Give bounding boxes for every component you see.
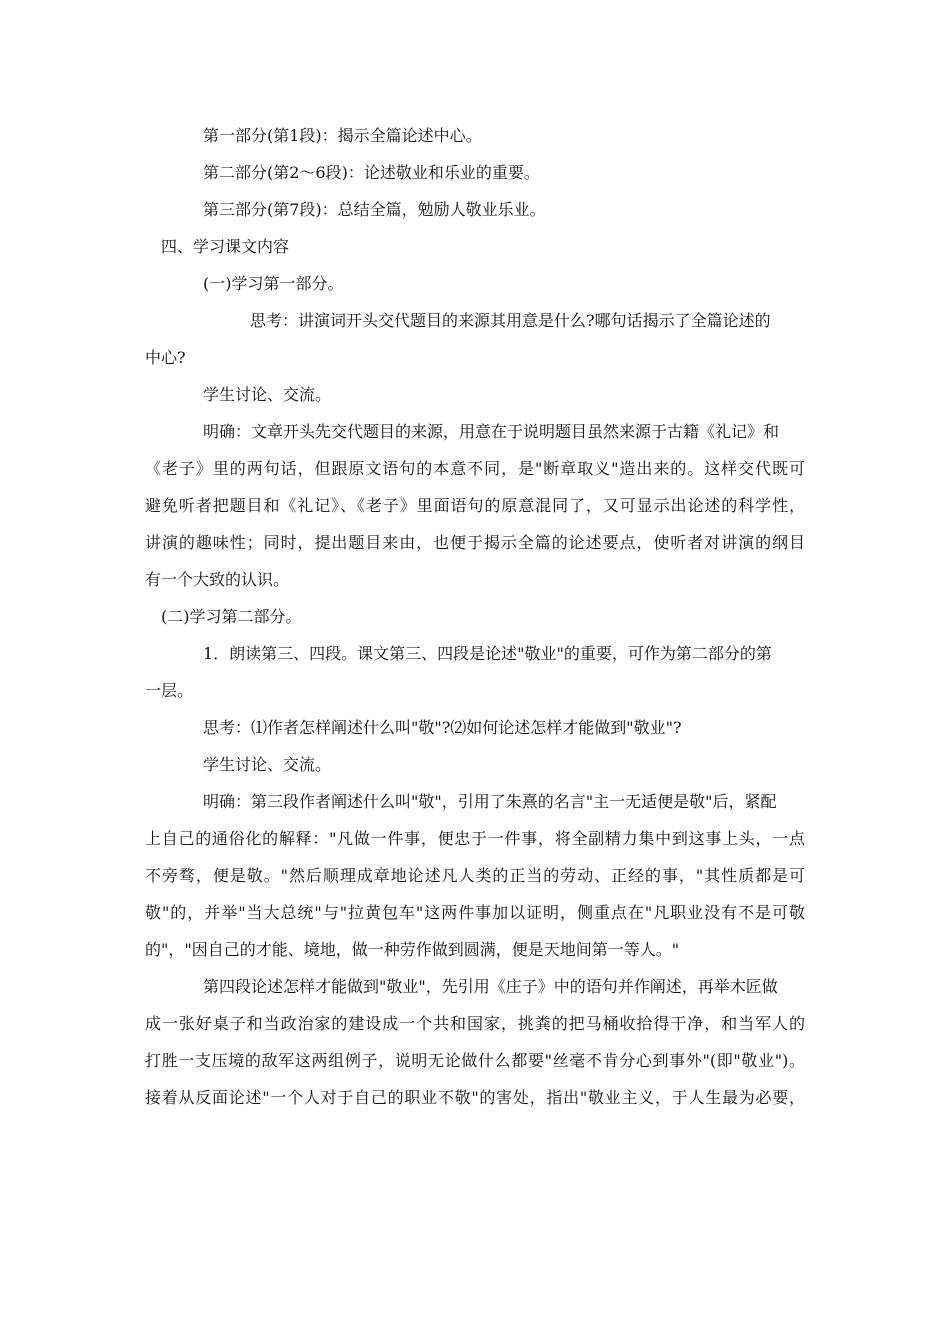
subsection-heading-2: (二)学习第二部分。 <box>161 607 302 626</box>
outline-part-3: 第三部分(第7段)：总结全篇，勉励人敬业乐业。 <box>203 200 546 219</box>
paragraph-line: 1．朗读第三、四段。课文第三、四段是论述"敬业"的重要，可作为第二部分的第 <box>203 644 772 663</box>
paragraph-line: 思考：⑴作者怎样阐述什么叫"敬"?⑵如何论述怎样才能做到"敬业"? <box>203 718 682 737</box>
paragraph-line: 学生讨论、交流。 <box>203 755 332 774</box>
paragraph-line: 《老子》里的两句话，但跟原文语句的本意不同，是"断章取义"造出来的。这样交代既可 <box>145 459 805 478</box>
paragraph-line: 不旁骛，便是敬。"然后顺理成章地论述凡人类的正当的劳动、正经的事，"其性质都是可 <box>145 866 805 885</box>
paragraph-line: 有一个大致的认识。 <box>145 570 290 589</box>
paragraph-line: 敬"的，并举"当大总统"与"拉黄包车"这两件事加以证明，侧重点在"凡职业没有不是可敬 <box>145 903 805 922</box>
paragraph-line: 的"，"因自己的才能、境地，做一种劳作做到圆满，便是天地间第一等人。" <box>145 940 680 959</box>
subsection-heading-1: (一)学习第一部分。 <box>203 274 344 293</box>
paragraph-line: 打胜一支压境的敌军这两组例子，说明无论做什么都要"丝毫不肯分心到事外"(即"敬业")。 <box>145 1051 805 1070</box>
paragraph-line: 明确：第三段作者阐述什么叫"敬"，引用了朱熹的名言"主一无适便是敬"后，紧配 <box>203 792 777 811</box>
paragraph-line: 上自己的通俗化的解释："凡做一件事，便忠于一件事，将全副精力集中到这事上头，一点 <box>145 829 805 848</box>
outline-part-2: 第二部分(第2～6段)：论述敬业和乐业的重要。 <box>203 163 540 182</box>
outline-part-1: 第一部分(第1段)：揭示全篇论述中心。 <box>203 126 482 145</box>
paragraph-line: 一层。 <box>145 681 194 700</box>
paragraph-line: 学生讨论、交流。 <box>203 385 332 404</box>
paragraph-line: 避免听者把题目和《礼记》、《老子》里面语句的原意混同了，又可显示出论述的科学性， <box>145 496 805 515</box>
paragraph-line: 思考：讲演词开头交代题目的来源其用意是什么?哪句话揭示了全篇论述的 <box>250 311 771 330</box>
paragraph-line: 接着从反面论述"一个人对于自己的职业不敬"的害处，指出"敬业主义，于人生最为必要， <box>145 1088 805 1107</box>
paragraph-line: 讲演的趣味性；同时，提出题目来由，也便于揭示全篇的论述要点，使听者对讲演的纲目 <box>145 533 805 552</box>
paragraph-line: 中心? <box>145 348 186 367</box>
section-heading-4: 四、学习课文内容 <box>161 237 290 256</box>
paragraph-line: 第四段论述怎样才能做到"敬业"，先引用《庄子》中的语句并作阐述，再举木匠做 <box>203 977 778 996</box>
paragraph-line: 成一张好桌子和当政治家的建设成一个共和国家，挑粪的把马桶收拾得干净，和当军人的 <box>145 1014 805 1033</box>
paragraph-line: 明确：文章开头先交代题目的来源，用意在于说明题目虽然来源于古籍《礼记》和 <box>203 422 780 441</box>
